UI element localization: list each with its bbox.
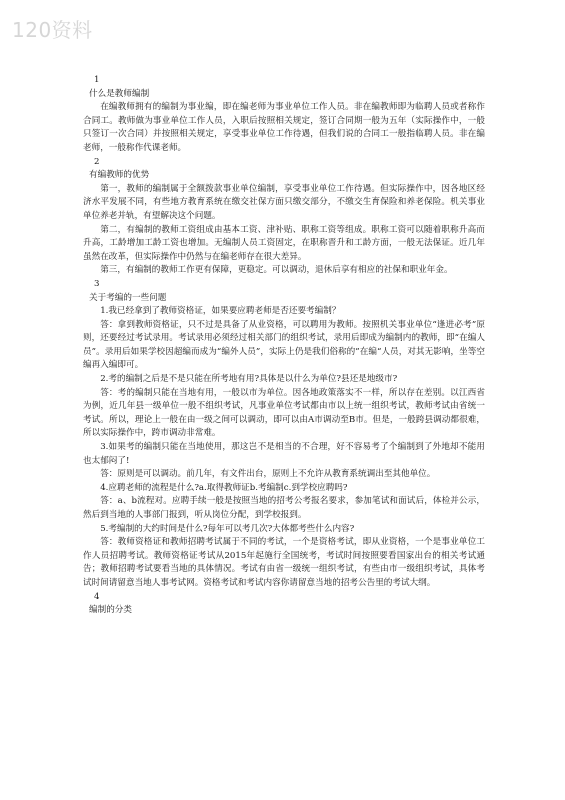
section-number: 4 [94,591,100,602]
section-number: 2 [94,156,100,167]
question: 2.考的编制之后是不是只能在所考地有用?具体是以什么为单位?县还是地级市? [100,374,398,385]
paragraph: 在编教师拥有的编制为事业编，即在编老师为事业单位工作人员。非在编教师即为临聘人员或者称作合同工。教师做为事业单位工作人员，入职后按照相关规定，签订合同期一般为五年（实际操作中，一般只签订一次合同）并按照相关规定，享受事业单位工作待遇，但我们说的合同工一般指临聘人员。非在编老师，一般称作代课老师。 [83,102,485,153]
question: 1.我已经拿到了教师资格证，如果要应聘老师是否还要考编制？ [100,306,341,317]
section-title: 什么是教师编制 [89,88,150,99]
question: 5.考编制的大约时间是什么?每年可以考几次?大体都考些什么内容? [100,523,355,534]
answer: 答：a、b流程对。应聘手续一般是按照当地的招考公考报名要求，参加笔试和面试后，体检并公示，然后到当地的人事部门报到，听从岗位分配，到学校报到。 [83,496,485,520]
section-number: 1 [94,75,100,85]
section-title: 编制的分类 [89,605,132,616]
section-title: 关于考编的一些问题 [89,292,167,303]
watermark-logo: 120资料 [12,18,93,42]
answer: 答：教师资格证和教师招聘考试属于不同的考试，一个是资格考试，即从业资格，一个是事业单位工作人员招聘考试。教师资格证考试从2015年起施行全国统考，考试时间按照要看国家出台的相关考试通告；教师招聘考试要看当地的具体情况。考试有由省一级统一组织考试，有些由市一级组织考试，具体考试时间请留意当地人事考试网。资格考试和考试内容你请留意当地的招考公告里的考试大纲。 [83,537,485,588]
section-number: 3 [94,278,100,289]
section-title: 有编教师的优势 [89,170,150,181]
answer: 答：考的编制只能在当地有用，一般以市为单位。因各地政策落实不一样，所以存在差别。以江西省为例，近几年县一级单位一般不组织考试，凡事业单位考试都由市以上统一组织考试，教师考试由省统一考试。所以，理论上一般在由一级之间可以调动，即可以由A市调动至B市。但是，一般跨县调动都很难，所以实际操作中，跨市调动非常难。 [83,387,485,439]
paragraph: 第三，有编制的教师工作更有保障，更稳定。可以调动，退休后享有相应的社保和职业年金。 [100,265,453,276]
question: 4.应聘老师的流程是什么?a.取得教师证b.考编制c.到学校应聘吗? [100,482,348,493]
answer: 答：原则是可以调动。前几年，有文件出台，原则上不允许从教育系统调出至其他单位。 [100,469,436,480]
paragraph: 第二，有编制的教师工资组成由基本工资、津补贴、职称工资等组成。职称工资可以随着职称升高而升高，工龄增加工龄工资也增加。无编制人员工资固定，在职称晋升和工龄方面，一般无法保证。近几年虽然在改革，但实际操作中仍然与在编老师存在很大差异。 [83,224,485,262]
question: 3.如果考的编制只能在当地使用，那这岂不是相当的不合理，好不容易考了个编制到了外地却不能用也太郁闷了! [83,442,485,466]
answer: 答：拿到教师资格证，只不过是具备了从业资格，可以聘用为教师。按照机关事业单位“逢进必考”原则，还要经过考试录用。考试录用必须经过相关部门的组织考试，录用后即成为编制内的教师，即“在编人员”。录用后如果学校因超编而成为“编外人员”，实际上仍是我们俗称的”在编“人员，对其无影响，坐等空编再入编即可。 [83,319,485,371]
document-body [83,74,485,618]
paragraph: 第一，教师的编制属于全额拨款事业单位编制，享受事业单位工作待遇。但实际操作中，因各地区经济水平发展不同，有些地方教育系统在缴交社保方面只缴交部分，不缴交生育保险和养老保险。机关事业单位养老并轨，有望解决这个问题。 [83,183,485,221]
